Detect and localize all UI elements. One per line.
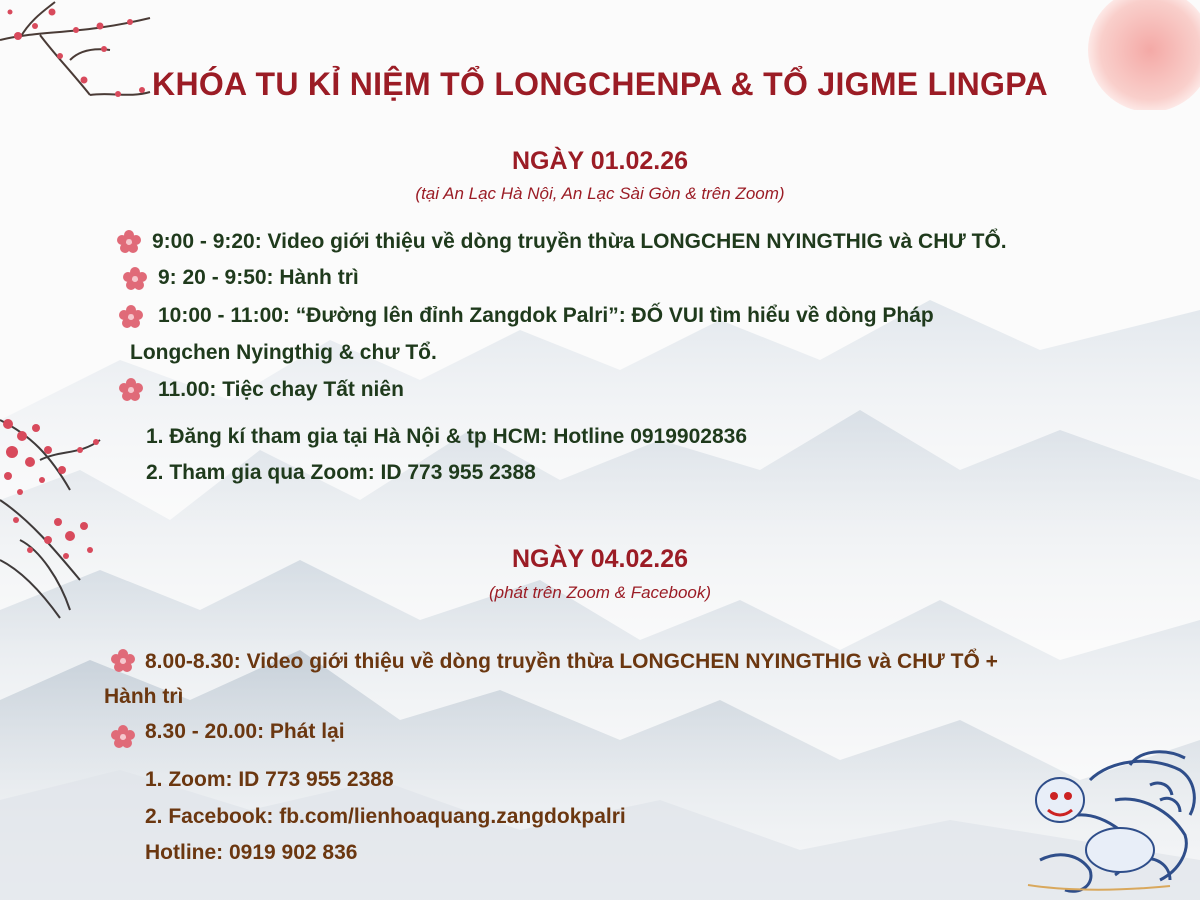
day2-schedule-item: 8.30 - 20.00: Phát lại — [145, 720, 345, 743]
plum-blossom-icon — [110, 724, 136, 750]
plum-blossom-icon — [118, 377, 144, 403]
day2-note: 1. Zoom: ID 773 955 2388 — [145, 768, 394, 791]
page-title: KHÓA TU KỈ NIỆM TỔ LONGCHENPA & TỔ JIGME LINGPA — [152, 66, 1048, 102]
day1-heading: NGÀY 01.02.26 — [511, 147, 689, 175]
day1-schedule-item: 9:00 - 9:20: Video giới thiệu về dòng truyền thừa LONGCHEN NYINGTHIG và CHƯ TỔ. — [152, 230, 1007, 253]
day1-schedule-item: 9: 20 - 9:50: Hành trì — [158, 266, 359, 289]
day2-schedule-item: Hành trì — [104, 685, 184, 708]
plum-blossom-icon — [116, 229, 142, 255]
plum-blossom-icon — [122, 266, 148, 292]
day2-note: 2. Facebook: fb.com/lienhoaquang.zangdokpalri — [145, 805, 626, 828]
day1-schedule-item: Longchen Nyingthig & chư Tổ. — [130, 341, 437, 364]
plum-blossom-icon — [118, 304, 144, 330]
day2-schedule-item: 8.00-8.30: Video giới thiệu về dòng truyền thừa LONGCHEN NYINGTHIG và CHƯ TỔ + — [145, 650, 998, 673]
day2-heading: NGÀY 04.02.26 — [511, 545, 689, 573]
day1-note: 2. Tham gia qua Zoom: ID 773 955 2388 — [146, 461, 536, 484]
day2-note: Hotline: 0919 902 836 — [145, 841, 358, 864]
snow-lion-icon — [1020, 740, 1200, 900]
day1-schedule-item: 10:00 - 11:00: “Đường lên đỉnh Zangdok Palri”: ĐỐ VUI tìm hiểu về dòng Pháp — [158, 304, 934, 327]
day2-subheading: (phát trên Zoom & Facebook) — [488, 583, 712, 602]
plum-blossom-icon — [110, 648, 136, 674]
day1-note: 1. Đăng kí tham gia tại Hà Nội & tp HCM: Hotline 0919902836 — [146, 425, 747, 448]
day1-schedule-item: 11.00: Tiệc chay Tất niên — [158, 378, 404, 401]
day1-subheading: (tại An Lạc Hà Nội, An Lạc Sài Gòn & trên Zoom) — [415, 184, 785, 203]
